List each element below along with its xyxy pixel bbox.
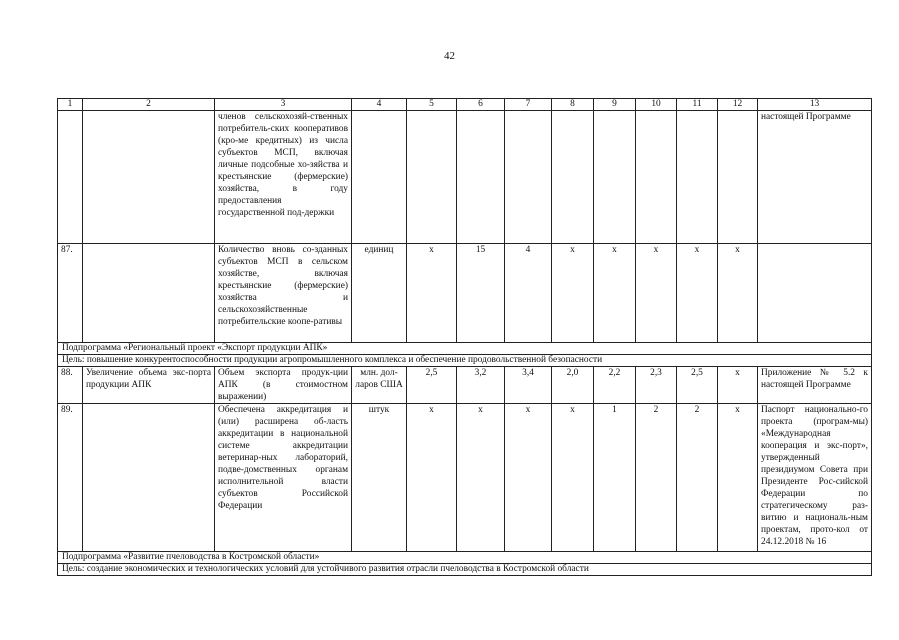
subprogram-row [58, 343, 872, 355]
value-cell: x [718, 404, 758, 552]
source-cell: Паспорт национально-го проекта (програм-мы) «Международная кооперация и экс-порт», утвержденный президиумом Совета при Президенте Рос-сийской Федерации по стратегическому раз-витию и националь-ным проектам, прото-кол от 24.12.2018 № 16 [758, 404, 872, 552]
row-number: 87. [58, 244, 83, 343]
source-cell [758, 244, 872, 343]
value-cell [457, 111, 505, 244]
column-number-row [58, 99, 872, 111]
value-cell [594, 111, 636, 244]
subprogram-title: Подпрограмма «Региональный проект «Экспорт продукции АПК» [58, 343, 872, 355]
value-cell: x [457, 404, 505, 552]
column-header: 10 [636, 99, 677, 111]
column-header: 6 [457, 99, 505, 111]
value-cell [636, 111, 677, 244]
value-cell: x [718, 367, 758, 404]
indicator-cell: Объем экспорта продук-ции АПК (в стоимостном выражении) [215, 367, 352, 404]
value-cell: 2,0 [552, 367, 594, 404]
unit-cell: млн. дол-ларов США [352, 367, 407, 404]
subprogram-row [58, 552, 872, 564]
value-cell [718, 111, 758, 244]
value-cell: x [552, 404, 594, 552]
value-cell: x [636, 244, 677, 343]
row-number: 88. [58, 367, 83, 404]
table-row [58, 404, 872, 552]
column-header: 7 [505, 99, 552, 111]
column-header: 4 [352, 99, 407, 111]
goal-text: Цель: повышение конкурентоспособности продукции агропромышленного комплекса и обеспечение продовольственной безопасности [58, 355, 872, 367]
unit-cell: штук [352, 404, 407, 552]
value-cell: x [552, 244, 594, 343]
indicator-cell: членов сельскохозяй-ственных потребитель-ских кооперативов (кро-ме кредитных) из числа субъектов МСП, включая личные подсобные хо-зяйства и крестьянские (фермерские) хозяйства, в году предоставления государственной под-держки [215, 111, 352, 244]
value-cell [677, 111, 718, 244]
objective-cell [83, 111, 215, 244]
value-cell: 4 [505, 244, 552, 343]
unit-cell: единиц [352, 244, 407, 343]
value-cell: 2,2 [594, 367, 636, 404]
column-header: 13 [758, 99, 872, 111]
objective-cell: Увеличение объема экс-порта продукции АПК [83, 367, 215, 404]
table-row [58, 367, 872, 404]
value-cell: 2,3 [636, 367, 677, 404]
value-cell [407, 111, 457, 244]
source-cell: Приложение № 5.2 к настоящей Программе [758, 367, 872, 404]
page-number: 42 [444, 50, 455, 62]
value-cell: x [505, 404, 552, 552]
indicator-cell: Обеспечена аккредитация и (или) расширена об-ласть аккредитации в национальной системе аккредитации ветеринар-ных лабораторий, подве-домственных органам исполнительной власти субъектов Российской Федерации [215, 404, 352, 552]
objective-cell [83, 404, 215, 552]
value-cell: x [677, 244, 718, 343]
table-row [58, 111, 872, 244]
row-number: 89. [58, 404, 83, 552]
goal-row [58, 355, 872, 367]
value-cell [552, 111, 594, 244]
value-cell: 2 [677, 404, 718, 552]
row-number [58, 111, 83, 244]
table-row [58, 244, 872, 343]
indicator-cell: Количество вновь со-зданных субъектов МСП в сельском хозяйстве, включая крестьянские (фермерские) хозяйства и сельскохозяйственные потребительские коопе-ративы [215, 244, 352, 343]
value-cell: 2 [636, 404, 677, 552]
indicators-table [57, 98, 872, 576]
column-header: 5 [407, 99, 457, 111]
value-cell [505, 111, 552, 244]
column-header: 12 [718, 99, 758, 111]
goal-row [58, 564, 872, 576]
column-header: 2 [83, 99, 215, 111]
value-cell: x [407, 404, 457, 552]
subprogram-title: Подпрограмма «Развитие пчеловодства в Костромской области» [58, 552, 872, 564]
unit-cell [352, 111, 407, 244]
value-cell: x [594, 244, 636, 343]
value-cell: 2,5 [407, 367, 457, 404]
value-cell: x [718, 244, 758, 343]
value-cell: 15 [457, 244, 505, 343]
value-cell: 1 [594, 404, 636, 552]
column-header: 3 [215, 99, 352, 111]
value-cell: 3,4 [505, 367, 552, 404]
goal-text: Цель: создание экономических и технологических условий для устойчивого развития отрасли пчеловодства в Костромской области [58, 564, 872, 576]
column-header: 8 [552, 99, 594, 111]
column-header: 11 [677, 99, 718, 111]
value-cell: x [407, 244, 457, 343]
column-header: 1 [58, 99, 83, 111]
column-header: 9 [594, 99, 636, 111]
objective-cell [83, 244, 215, 343]
value-cell: 2,5 [677, 367, 718, 404]
value-cell: 3,2 [457, 367, 505, 404]
source-cell: настоящей Программе [758, 111, 872, 244]
